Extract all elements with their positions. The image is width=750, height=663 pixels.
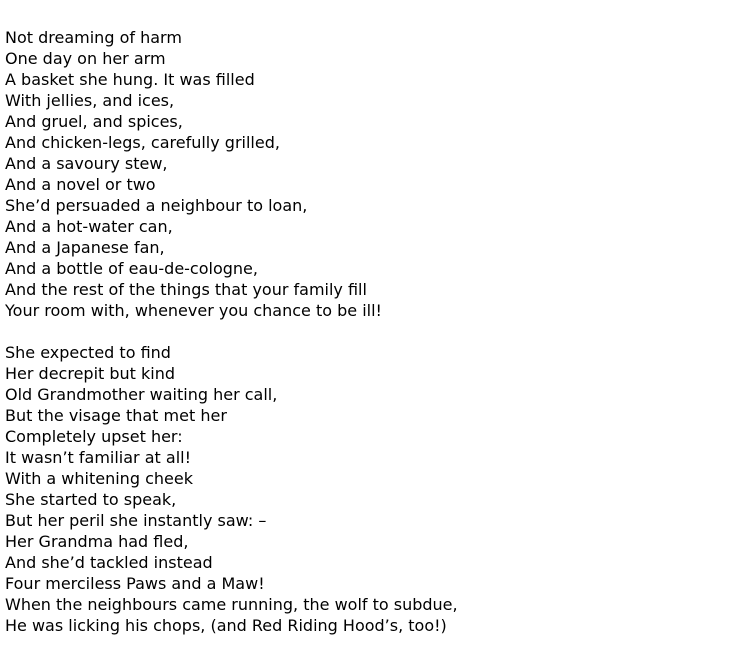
poem-line: She’d persuaded a neighbour to loan, xyxy=(5,196,308,215)
poem-line: With jellies, and ices, xyxy=(5,91,175,110)
poem-line: And the rest of the things that your family fill xyxy=(5,280,367,299)
poem-line: And she’d tackled instead xyxy=(5,553,213,572)
poem-line: It wasn’t familiar at all! xyxy=(5,448,191,467)
poem-line: And chicken-legs, carefully grilled, xyxy=(5,133,280,152)
stanza-2 xyxy=(5,342,458,636)
poem-line: Old Grandmother waiting her call, xyxy=(5,385,278,404)
poem-line: And a novel or two xyxy=(5,175,156,194)
poem-line: She started to speak, xyxy=(5,490,177,509)
poem-line: One day on her arm xyxy=(5,49,166,68)
poem-line: With a whitening cheek xyxy=(5,469,193,488)
poem-line: A basket she hung. It was filled xyxy=(5,70,255,89)
poem-line: Not dreaming of harm xyxy=(5,28,182,47)
poem-line: But her peril she instantly saw: – xyxy=(5,511,267,530)
poem-line: Four merciless Paws and a Maw! xyxy=(5,574,265,593)
poem-line: Completely upset her: xyxy=(5,427,183,446)
poem-line: Her Grandma had fled, xyxy=(5,532,189,551)
poem-line: He was licking his chops, (and Red Riding Hood’s, too!) xyxy=(5,616,447,635)
poem-line: Your room with, whenever you chance to be ill! xyxy=(5,301,382,320)
poem-line: And a hot-water can, xyxy=(5,217,173,236)
poem-line: But the visage that met her xyxy=(5,406,227,425)
poem xyxy=(5,27,458,657)
poem-line: And a bottle of eau-de-cologne, xyxy=(5,259,258,278)
stanza-1 xyxy=(5,27,458,321)
poem-line: And a Japanese fan, xyxy=(5,238,165,257)
poem-line: When the neighbours came running, the wolf to subdue, xyxy=(5,595,458,614)
poem-line: And a savoury stew, xyxy=(5,154,168,173)
poem-line: Her decrepit but kind xyxy=(5,364,176,383)
poem-line: She expected to find xyxy=(5,343,171,362)
poem-line: And gruel, and spices, xyxy=(5,112,183,131)
